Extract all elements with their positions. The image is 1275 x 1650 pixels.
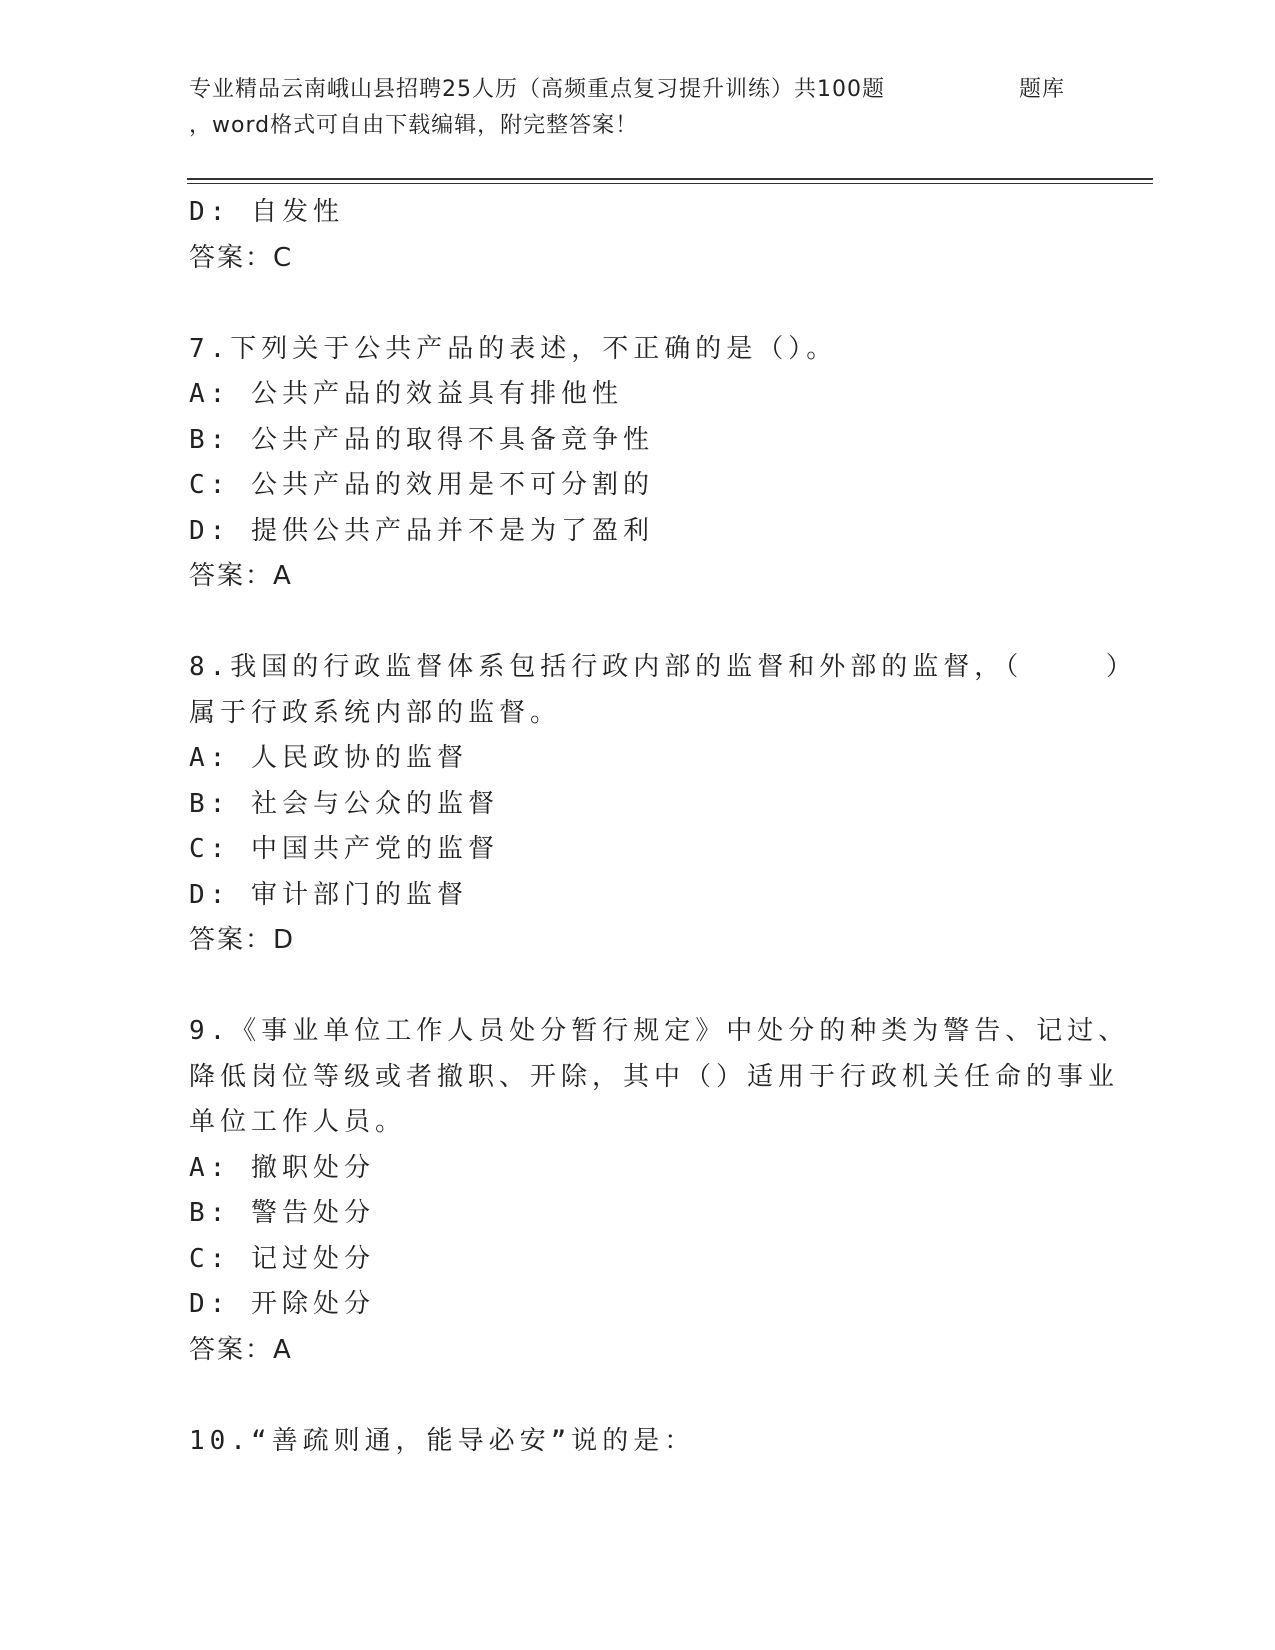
- spacer: [189, 1373, 1069, 1419]
- prev-answer: 答案：C: [189, 242, 294, 273]
- question-content: [189, 190, 1137, 1464]
- header-divider-thick: [187, 178, 1153, 180]
- option-a: A: 人民政协的监督: [189, 743, 468, 773]
- page-header: [189, 72, 1129, 144]
- answer: 答案：A: [189, 1334, 293, 1365]
- question-8: [189, 645, 1137, 964]
- header-title-line1: 专业精品云南峨山县招聘25人历（高频重点复习提升训练）共100题: [189, 77, 885, 102]
- option-c: C: 公共产品的效用是不可分割的: [189, 470, 654, 500]
- header-title-line2: ，word格式可自由下载编辑，附完整答案！: [189, 113, 639, 138]
- option-a: A: 撤职处分: [189, 1152, 375, 1183]
- option-d: D: 开除处分: [189, 1289, 375, 1319]
- spacer: [189, 600, 1069, 646]
- question-stem: 10.“善疏则通，能导必安”说的是：: [189, 1425, 696, 1456]
- option-d: D: 审计部门的监督: [189, 879, 468, 910]
- option-c: C: 中国共产党的监督: [189, 834, 499, 864]
- option-c: C: 记过处分: [189, 1243, 375, 1274]
- prev-option-d: D: 自发性: [189, 197, 344, 227]
- header-divider-thin: [187, 183, 1153, 184]
- question-7: [189, 327, 1069, 600]
- question-stem-line2: 属于行政系统内部的监督。: [189, 697, 562, 728]
- answer: 答案：D: [189, 925, 296, 955]
- question-stem-line1: 9.《事业单位工作人员处分暂行规定》中处分的种类为警告、记过、: [189, 1016, 1130, 1046]
- question-stem: 7.下列关于公共产品的表述，不正确的是（）。: [189, 333, 838, 364]
- question-stem-line3: 单位工作人员。: [189, 1107, 407, 1137]
- question-stem-line1: 8.我国的行政监督体系包括行政内部的监督和外部的监督，（ ）: [189, 652, 1137, 682]
- question-10: [189, 1419, 1069, 1465]
- answer: 答案：A: [189, 561, 293, 591]
- option-a: A: 公共产品的效益具有排他性: [189, 379, 623, 409]
- spacer: [189, 281, 1069, 327]
- question-stem-line2: 降低岗位等级或者撤职、开除，其中（）适用于行政机关任命的事业: [189, 1061, 1120, 1092]
- option-b: B: 公共产品的取得不具备竞争性: [189, 424, 654, 455]
- option-d: D: 提供公共产品并不是为了盈利: [189, 515, 654, 546]
- question-9: [189, 1009, 1130, 1373]
- option-b: B: 社会与公众的监督: [189, 788, 499, 819]
- spacer: [189, 964, 1069, 1010]
- header-right-label: 题库: [1019, 77, 1066, 102]
- option-b: B: 警告处分: [189, 1198, 375, 1228]
